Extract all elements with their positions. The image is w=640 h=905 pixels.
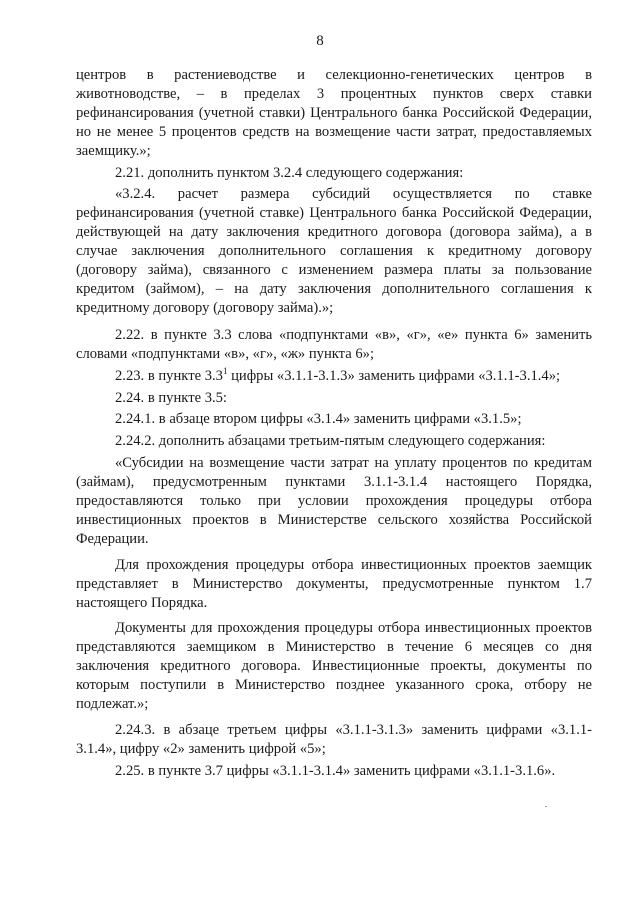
- paragraph-2-24: 2.24. в пункте 3.5:: [115, 389, 227, 406]
- paragraph-documents-deadline: Документы для прохождения процедуры отбора инвестиционных проектов представляются заемщиком в Министерство в течение 6 месяцев со дня заключения кредитного договора. Инвестиционные проекты, документы по которым поступили в Министерство позднее указанного срока, отбору не подлежат.»;: [76, 620, 592, 713]
- paragraph-quote-subsidies: «Субсидии на возмещение части затрат на уплату процентов по кредитам (займам), предусмотренным пунктами 3.1.1-3.1.4 настоящего Порядка, предоставляются только при условии прохождения процедуры отбора инвестиционных проектов в Министерстве сельского хозяйства Российской Федерации.: [76, 455, 592, 547]
- paragraph-2-23-text-before: 2.23. в пункте 3.3: [115, 367, 223, 384]
- paragraph-2-24-1: 2.24.1. в абзаце втором цифры «3.1.4» заменить цифрами «3.1.5»;: [115, 411, 522, 428]
- paragraph-quote-3-2-4: «3.2.4. расчет размера субсидий осуществляется по ставке рефинансирования (учетной ставке) Центрального банка Российской Федерации, действующей на дату заключения кредитного договора (договора займа), а в случае заключения дополнительного соглашения к кредитному договору (договору займа), связанного с изменением размера платы за пользование кредитом (займом), – на дату заключения дополнительного соглашения к кредитному договору (договору займа).»;: [76, 186, 592, 316]
- paragraph-2-22: 2.22. в пункте 3.3 слова «подпунктами «в», «г», «е» пункта 6» заменить словами «подпунктами «в», «г», «ж» пункта 6»;: [76, 326, 592, 362]
- paragraph-2-24-2: 2.24.2. дополнить абзацами третьим-пятым следующего содержания:: [115, 433, 546, 450]
- paragraph-2-23: [76, 367, 592, 386]
- paragraph-continuation: центров в растениеводстве и селекционно-генетических центров в животноводстве, – в пределах 3 процентных пунктов сверх ставки рефинансирования (учетной ставки) Центрального банка Российской Федерации, но не менее 5 процентов средств на возмещение части затрат, предоставляемых заемщику.»;: [76, 67, 592, 159]
- scan-speck: [545, 806, 547, 807]
- page-number: 8: [316, 33, 324, 49]
- paragraph-2-21: 2.21. дополнить пунктом 3.2.4 следующего содержания:: [115, 164, 464, 181]
- paragraph-2-24-3: 2.24.3. в абзаце третьем цифры «3.1.1-3.1.3» заменить цифрами «3.1.1-3.1.4», цифру «2» заменить цифрой «5»;: [76, 722, 592, 757]
- superscript-one: 1: [222, 365, 228, 376]
- document-body: [76, 66, 592, 781]
- paragraph-2-25: 2.25. в пункте 3.7 цифры «3.1.1-3.1.4» заменить цифрами «3.1.1-3.1.6».: [115, 762, 556, 779]
- paragraph-selection-procedure: Для прохождения процедуры отбора инвестиционных проектов заемщик представляет в Министерство документы, предусмотренные пунктом 1.7 настоящего Порядка.: [76, 556, 592, 611]
- paragraph-2-23-text-after: цифры «3.1.1-3.1.3» заменить цифрами «3.1.1-3.1.4»;: [227, 367, 561, 384]
